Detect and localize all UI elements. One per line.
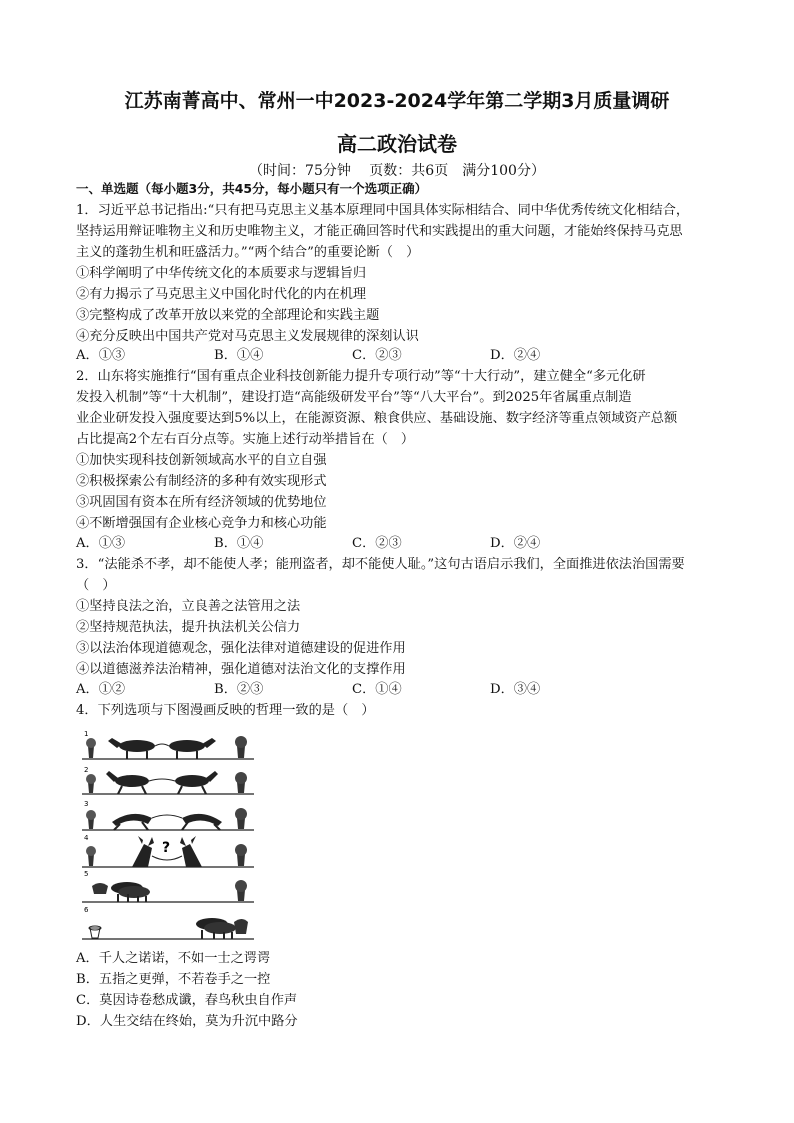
q1-option-b[interactable]: B．①④ <box>214 348 264 363</box>
q2-item-4: ④不断增强国有企业核心竞争力和核心功能 <box>76 516 327 531</box>
comic-panel-number: 6 <box>84 906 89 914</box>
comic-panel-2 <box>82 766 254 794</box>
q1-option-d[interactable]: D．②④ <box>490 348 541 363</box>
comic-panel-6 <box>82 906 254 939</box>
q4-option-a[interactable]: A．千人之诺诺，不如一士之谔谔 <box>76 951 271 966</box>
q4-stem: 4．下列选项与下图漫画反映的哲理一致的是（ ） <box>76 703 375 718</box>
comic-panel-number: 4 <box>84 834 89 842</box>
q3-option-a[interactable]: A．①② <box>76 682 126 697</box>
section-heading: 一、单选题（每小题3分，共45分，每小题只有一个选项正确） <box>76 181 428 196</box>
comic-panel-number: 3 <box>84 800 89 808</box>
q2-item-1: ①加快实现科技创新领域高水平的自立自强 <box>76 453 327 468</box>
q3-item-2: ②坚持规范执法，提升执法机关公信力 <box>76 620 301 635</box>
q1-item-3: ③完整构成了改革开放以来党的全部理论和实践主题 <box>76 308 380 323</box>
q1-option-c[interactable]: C．②③ <box>352 348 402 363</box>
comic-panel-1 <box>82 730 254 759</box>
q1-option-a[interactable]: A．①③ <box>76 348 126 363</box>
q3-item-3: ③以法治体现道德观念，强化法律对道德建设的促进作用 <box>76 641 406 656</box>
q2-option-b[interactable]: B．①④ <box>214 536 264 551</box>
donkey-comic-illustration <box>82 726 254 942</box>
q2-option-a[interactable]: A．①③ <box>76 536 126 551</box>
q1-item-2: ②有力揭示了马克思主义中国化时代化的内在机理 <box>76 287 367 302</box>
q2-item-2: ②积极探索公有制经济的多种有效实现形式 <box>76 474 327 489</box>
exam-meta: （时间：75分钟 页数：共6页 满分100分） <box>249 163 545 179</box>
comic-panel-5 <box>82 870 254 902</box>
q1-stem-line-2: 坚持运用辩证唯物主义和历史唯物主义，才能正确回答时代和实践提出的重大问题，才能始终保持马克思 <box>76 224 683 239</box>
comic-question-mark: ? <box>162 840 171 856</box>
q1-stem-line-3: 主义的蓬勃生机和旺盛活力。”“两个结合”的重要论断（ ） <box>76 245 420 260</box>
q3-option-c[interactable]: C．①④ <box>352 682 402 697</box>
q1-item-1: ①科学阐明了中华传统文化的本质要求与逻辑旨归 <box>76 266 367 281</box>
q2-option-c[interactable]: C．②③ <box>352 536 402 551</box>
q4-option-d[interactable]: D．人生交结在终始，莫为升沉中路分 <box>76 1014 298 1029</box>
q2-stem-line-1: 2．山东将实施推行“国有重点企业科技创新能力提升专项行动”等“十大行动”，建立健全“多元化研 <box>76 369 646 384</box>
q2-stem-line-2: 发投入机制”等“十大机制”，建设打造“高能级研发平台”等“八大平台”。到2025年省属重点制造 <box>76 390 632 405</box>
q2-option-d[interactable]: D．②④ <box>490 536 541 551</box>
q3-option-d[interactable]: D．③④ <box>490 682 541 697</box>
q3-option-b[interactable]: B．②③ <box>214 682 264 697</box>
comic-panel-4 <box>82 834 254 867</box>
comic-panel-3 <box>82 800 254 830</box>
comic-panel-number: 1 <box>84 730 89 738</box>
q2-stem-line-4: 占比提高2个左右百分点等。实施上述行动举措旨在（ ） <box>76 432 415 447</box>
q1-item-4: ④充分反映出中国共产党对马克思主义发展规律的深刻认识 <box>76 329 419 344</box>
q3-stem-line-1: 3．“法能杀不孝，却不能使人孝；能刑盗者，却不能使人耻。”这句古语启示我们，全面推进依法治国需要 <box>76 557 685 572</box>
q3-item-1: ①坚持良法之治，立良善之法管用之法 <box>76 599 301 614</box>
comic-panel-number: 5 <box>84 870 89 878</box>
q3-stem-line-2: （ ） <box>76 578 116 593</box>
exam-title: 江苏南菁高中、常州一中2023-2024学年第二学期3月质量调研 <box>124 90 670 112</box>
q4-option-c[interactable]: C．莫因诗卷愁成谶，春鸟秋虫自作声 <box>76 993 298 1008</box>
q4-option-b[interactable]: B．五指之更弹，不若卷手之一控 <box>76 972 271 987</box>
q1-stem-line-1: 1．习近平总书记指出:“只有把马克思主义基本原理同中国具体实际相结合、同中华优秀传统文化相结合， <box>76 203 690 218</box>
exam-subtitle: 高二政治试卷 <box>337 132 457 156</box>
comic-panel-number: 2 <box>84 766 89 774</box>
q2-item-3: ③巩固国有资本在所有经济领域的优势地位 <box>76 495 327 510</box>
q3-item-4: ④以道德滋养法治精神，强化道德对法治文化的支撑作用 <box>76 662 406 677</box>
q2-stem-line-3: 业企业研发投入强度要达到5%以上，在能源资源、粮食供应、基础设施、数字经济等重点领域资产总额 <box>76 411 678 426</box>
